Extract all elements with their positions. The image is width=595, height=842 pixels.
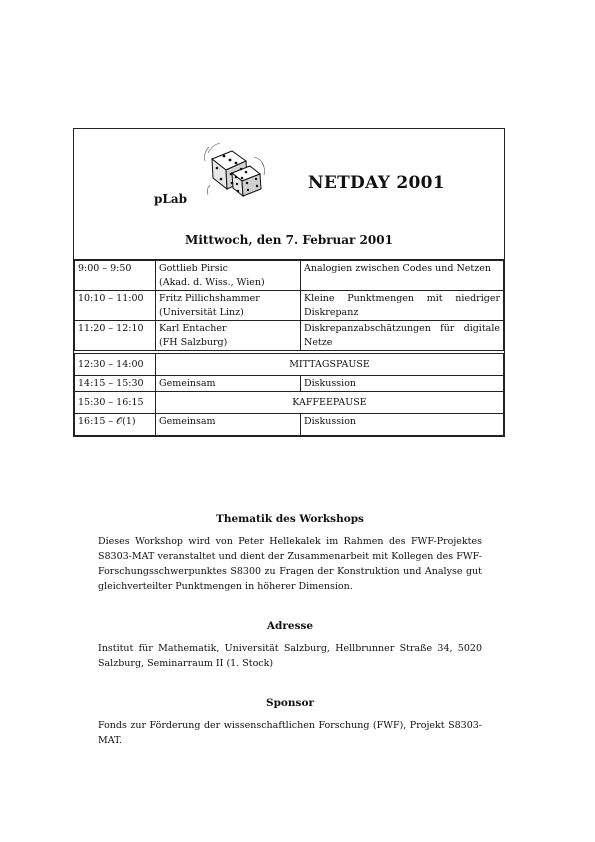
table-row xyxy=(75,414,504,436)
schedule-table xyxy=(74,260,504,436)
section-heading: Thematik des Workshops xyxy=(216,513,364,525)
section-text: Institut für Mathematik, Universität Salzburg, Hellbrunner Straße 34, 5020 Salzburg, Seminarraum II (1. Stock) xyxy=(98,643,482,669)
time-cell: 11:20 – 12:10 xyxy=(75,321,156,351)
section-text: Fonds zur Förderung der wissenschaftlichen Forschung (FWF), Projekt S8303-MAT. xyxy=(98,720,482,746)
topic-cell: Analogien zwischen Codes und Netzen xyxy=(301,261,504,291)
time-cell: 14:15 – 15:30 xyxy=(75,376,156,392)
topic-cell: Diskrepanzabschätzungen für digitale Netze xyxy=(301,321,504,351)
time-cell: 10:10 – 11:00 xyxy=(75,291,156,321)
section-text: Dieses Workshop wird von Peter Hellekalek im Rahmen des FWF-Projektes S8303-MAT veranstaltet und dient der Zusammenarbeit mit Kollegen des FWF-Forschungsschwerpunktes S8300 zu Fragen der Konstruktion und Analyse gut gleichverteilter Punktmengen in höherer Dimension. xyxy=(98,536,482,592)
coffee-break-label: KAFFEEPAUSE xyxy=(156,392,504,414)
program-box xyxy=(73,128,505,437)
table-row xyxy=(75,261,504,291)
topic-cell: Diskussion xyxy=(301,376,504,392)
table-row xyxy=(75,321,504,351)
time-cell: 12:30 – 14:00 xyxy=(75,354,156,376)
speaker-cell: Fritz Pillichshammer (Universität Linz) xyxy=(156,291,301,321)
section-adresse xyxy=(98,619,482,671)
topic-cell: Diskussion xyxy=(301,414,504,436)
table-row xyxy=(75,376,504,392)
speaker-cell: Karl Entacher (FH Salzburg) xyxy=(156,321,301,351)
table-row xyxy=(75,392,504,414)
dice-logo-icon xyxy=(202,139,268,199)
event-title: NETDAY 2001 xyxy=(308,173,445,193)
speaker-cell: Gottlieb Pirsic (Akad. d. Wiss., Wien) xyxy=(156,261,301,291)
section-sponsor xyxy=(98,696,482,748)
speaker-cell: Gemeinsam xyxy=(156,414,301,436)
program-header xyxy=(74,129,504,260)
time-cell: 15:30 – 16:15 xyxy=(75,392,156,414)
plab-logo-text: pLab xyxy=(154,192,187,206)
time-cell: 16:15 – 𝒪(1) xyxy=(75,414,156,436)
section-thematik xyxy=(98,512,482,594)
time-cell: 9:00 – 9:50 xyxy=(75,261,156,291)
section-heading: Adresse xyxy=(266,620,314,632)
section-heading: Sponsor xyxy=(265,697,314,709)
event-date: Mittwoch, den 7. Februar 2001 xyxy=(185,233,393,247)
topic-cell: Kleine Punktmengen mit niedriger Diskrepanz xyxy=(301,291,504,321)
table-row xyxy=(75,354,504,376)
table-row xyxy=(75,291,504,321)
speaker-cell: Gemeinsam xyxy=(156,376,301,392)
lunch-break-label: MITTAGSPAUSE xyxy=(156,354,504,376)
